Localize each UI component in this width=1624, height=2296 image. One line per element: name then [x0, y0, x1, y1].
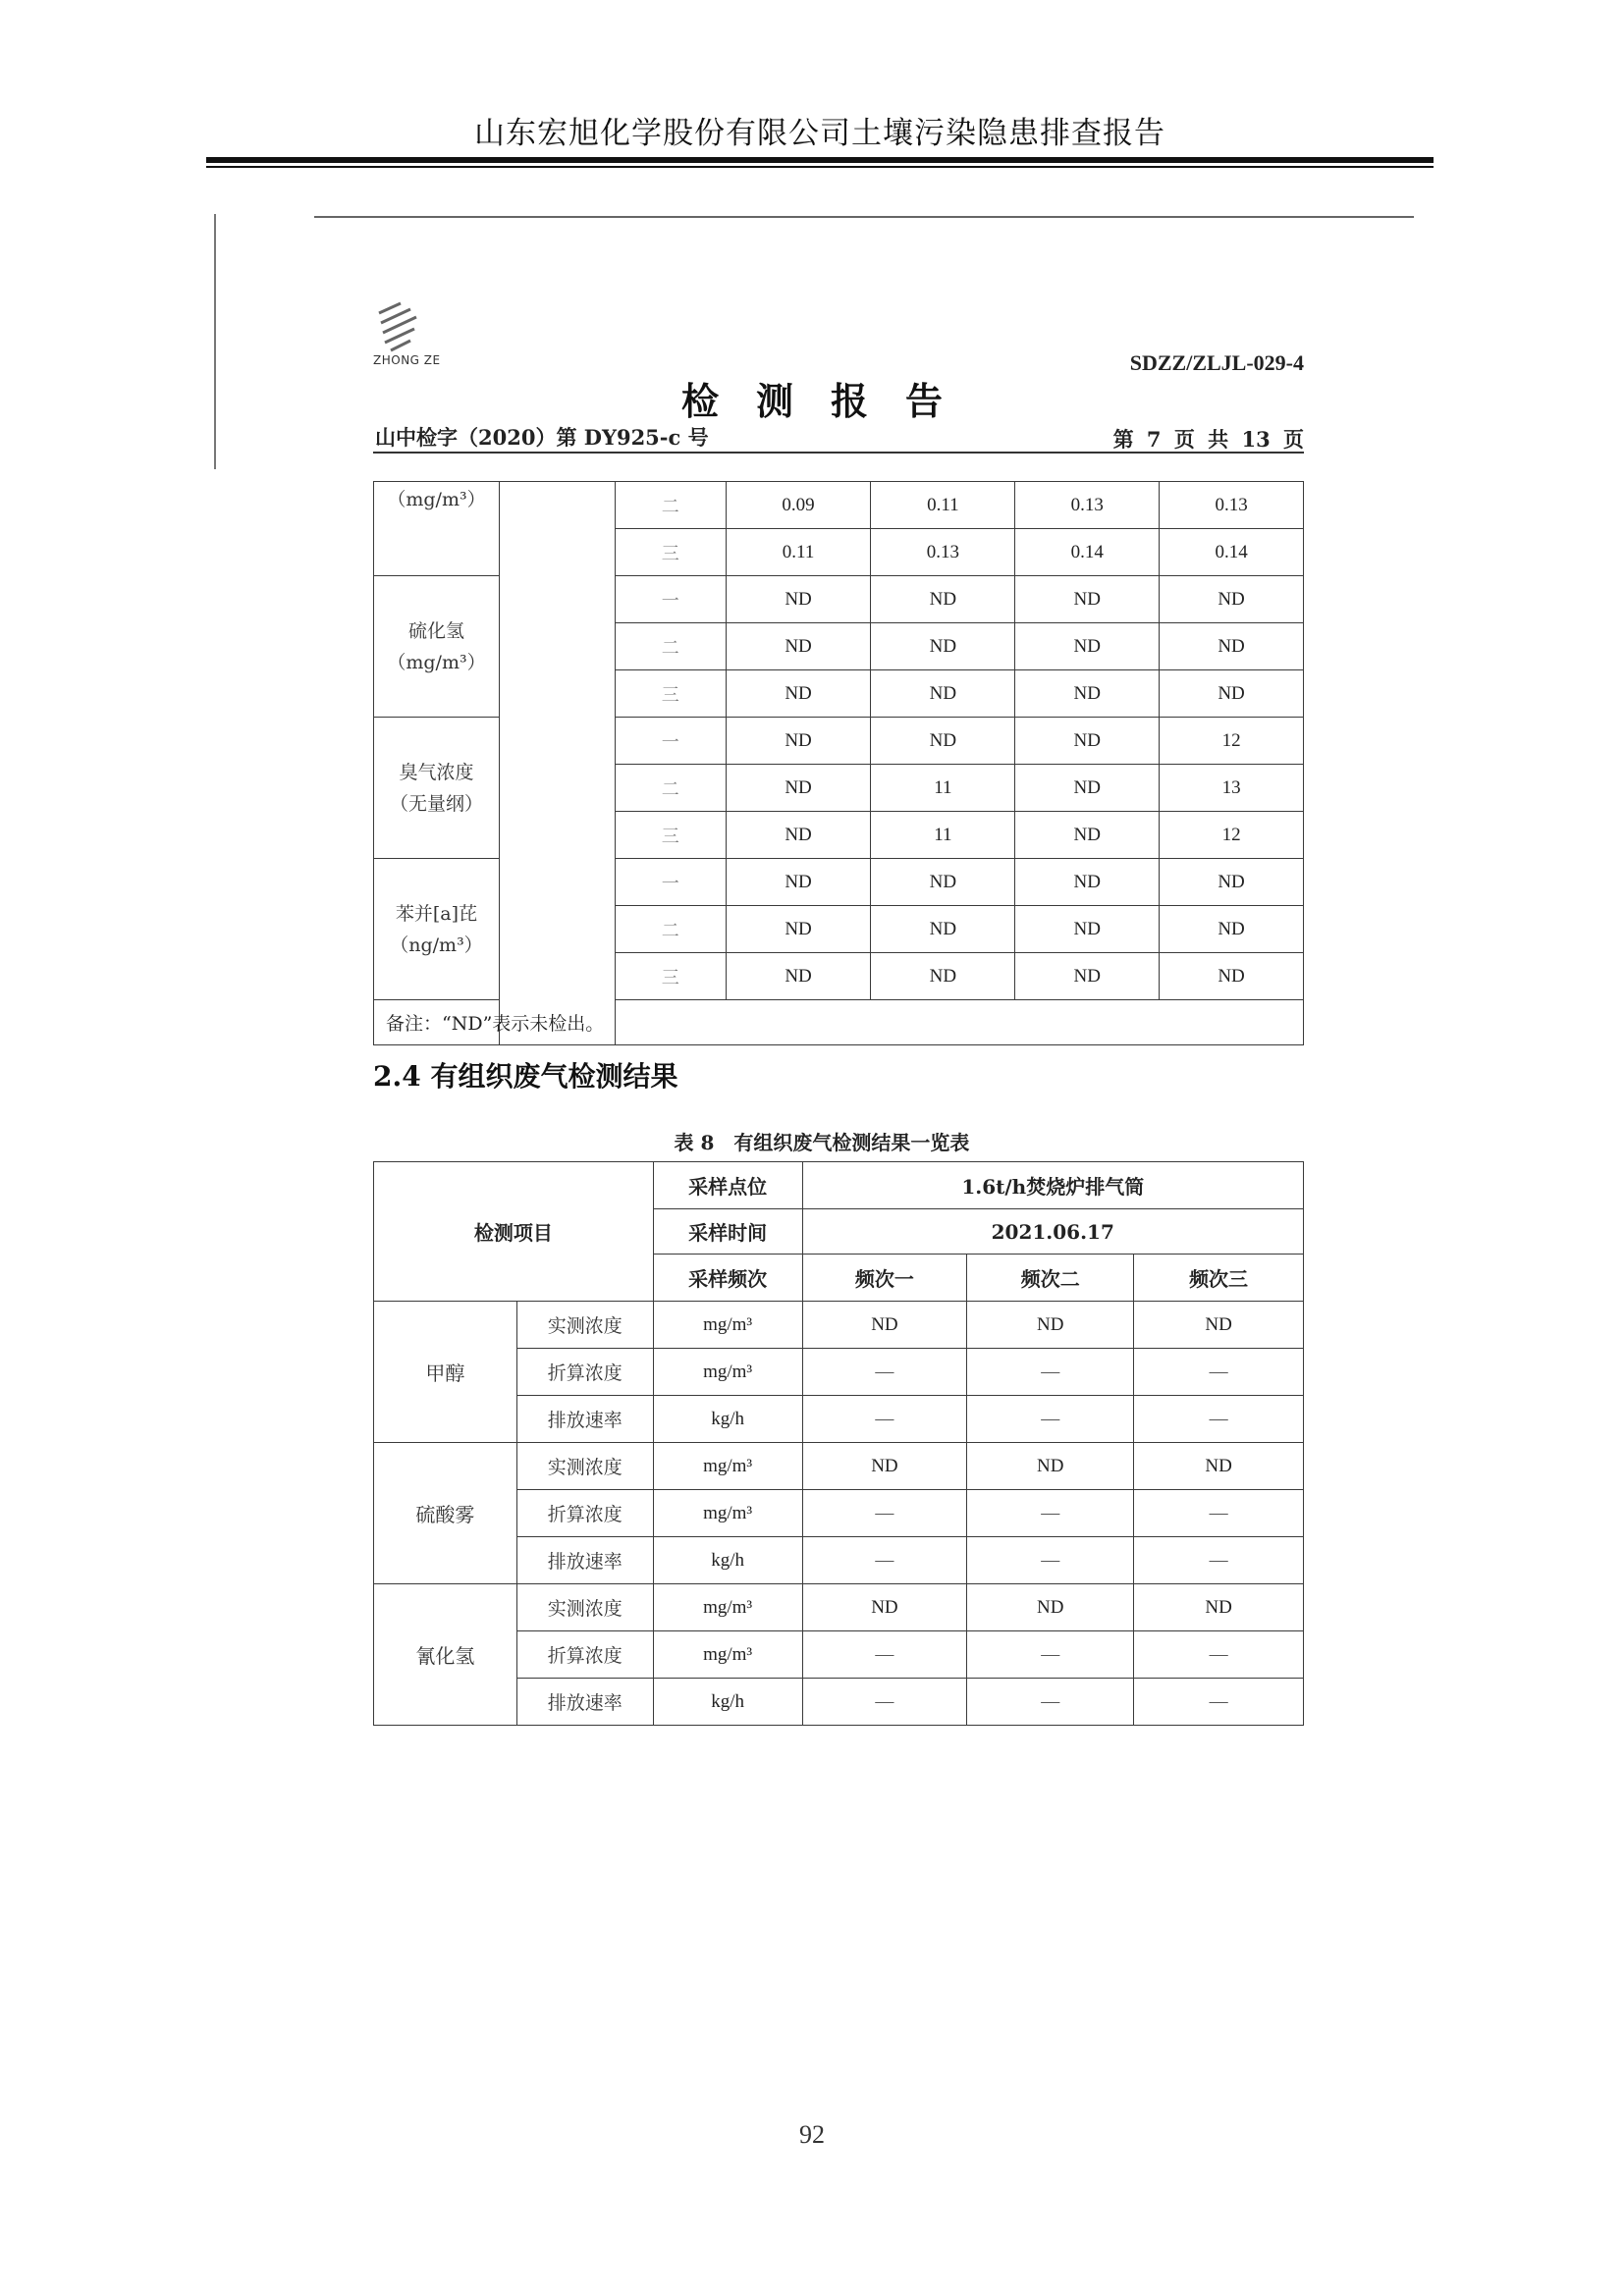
- value-cell: ND: [1015, 765, 1160, 812]
- header-freq: 频次二: [967, 1255, 1134, 1302]
- document-code: SDZZ/ZLJL-029-4: [1129, 350, 1304, 375]
- item-unit: （无量纲）: [389, 792, 483, 815]
- measure-type: 折算浓度: [516, 1349, 653, 1396]
- value-cell: ND: [967, 1443, 1134, 1490]
- unit-cell: mg/m³: [653, 1302, 802, 1349]
- value-cell: 12: [1160, 812, 1304, 859]
- header-freq: 频次一: [802, 1255, 967, 1302]
- freq-cell: 二: [615, 623, 726, 670]
- value-cell: ND: [1134, 1584, 1304, 1631]
- unit-cell: mg/m³: [653, 1584, 802, 1631]
- header-point-label: 采样点位: [653, 1162, 802, 1209]
- value-cell: ND: [871, 718, 1015, 765]
- value-cell: 12: [1160, 718, 1304, 765]
- value-cell: 11: [871, 812, 1015, 859]
- page-count: 第 7 页 共 13 页: [1112, 427, 1304, 452]
- freq-cell: 三: [615, 953, 726, 1000]
- value-cell: ND: [726, 812, 871, 859]
- value-cell: —: [802, 1490, 967, 1537]
- value-cell: 13: [1160, 765, 1304, 812]
- value-cell: ND: [1015, 576, 1160, 623]
- value-cell: ND: [726, 859, 871, 906]
- value-cell: ND: [726, 670, 871, 718]
- pollutant-name: 硫酸雾: [374, 1443, 517, 1584]
- value-cell: —: [1134, 1396, 1304, 1443]
- value-cell: 0.14: [1015, 529, 1160, 576]
- unit-cell: kg/h: [653, 1537, 802, 1584]
- header-point-value: 1.6t/h焚烧炉排气筒: [802, 1162, 1303, 1209]
- value-cell: 0.13: [871, 529, 1015, 576]
- value-cell: ND: [1015, 718, 1160, 765]
- value-cell: —: [967, 1349, 1134, 1396]
- header-rule-thin: [206, 166, 1434, 168]
- freq-cell: 二: [615, 482, 726, 529]
- pollutant-name: 甲醇: [374, 1302, 517, 1443]
- value-cell: ND: [1160, 670, 1304, 718]
- value-cell: ND: [871, 953, 1015, 1000]
- value-cell: —: [1134, 1631, 1304, 1679]
- value-cell: ND: [871, 623, 1015, 670]
- unit-cell: mg/m³: [653, 1631, 802, 1679]
- value-cell: 0.13: [1015, 482, 1160, 529]
- value-cell: —: [802, 1349, 967, 1396]
- item-cell: [374, 482, 500, 576]
- value-cell: ND: [1160, 859, 1304, 906]
- measure-type: 折算浓度: [516, 1490, 653, 1537]
- pollutant-name: 氰化氢: [374, 1584, 517, 1726]
- value-cell: ND: [871, 906, 1015, 953]
- item-name: 苯并[a]芘: [395, 902, 478, 925]
- value-cell: —: [802, 1396, 967, 1443]
- unit-cell: mg/m³: [653, 1490, 802, 1537]
- measure-type: 折算浓度: [516, 1631, 653, 1679]
- table-note: 备注：“ND”表示未检出。: [374, 1000, 1304, 1045]
- freq-cell: 一: [615, 718, 726, 765]
- value-cell: —: [802, 1679, 967, 1726]
- measure-type: 排放速率: [516, 1396, 653, 1443]
- value-cell: —: [967, 1537, 1134, 1584]
- unit-cell: mg/m³: [653, 1349, 802, 1396]
- item-unit: （ng/m³）: [390, 934, 483, 956]
- header-rule: [206, 157, 1434, 163]
- value-cell: ND: [1015, 670, 1160, 718]
- value-cell: ND: [726, 718, 871, 765]
- item-unit: （mg/m³）: [387, 489, 486, 510]
- value-cell: ND: [1015, 953, 1160, 1000]
- item-cell: [374, 576, 500, 718]
- page-header-title: 山东宏旭化学股份有限公司土壤污染隐患排查报告: [474, 116, 1165, 151]
- item-cell: [374, 859, 500, 1000]
- value-cell: 11: [871, 765, 1015, 812]
- header-time-value: 2021.06.17: [802, 1209, 1303, 1255]
- header-item-label: 检测项目: [374, 1162, 654, 1302]
- value-cell: ND: [967, 1302, 1134, 1349]
- emission-results-table-continued: [373, 481, 1304, 1045]
- value-cell: ND: [726, 623, 871, 670]
- item-cell: [374, 718, 500, 859]
- value-cell: —: [1134, 1537, 1304, 1584]
- freq-cell: 二: [615, 906, 726, 953]
- scan-edge-top: [314, 216, 1414, 218]
- measure-type: 实测浓度: [516, 1443, 653, 1490]
- value-cell: ND: [1015, 859, 1160, 906]
- freq-cell: 一: [615, 859, 726, 906]
- value-cell: ND: [802, 1584, 967, 1631]
- value-cell: ND: [1160, 576, 1304, 623]
- value-cell: 0.11: [871, 482, 1015, 529]
- value-cell: ND: [1160, 906, 1304, 953]
- value-cell: ND: [802, 1302, 967, 1349]
- measure-type: 实测浓度: [516, 1584, 653, 1631]
- value-cell: ND: [802, 1443, 967, 1490]
- page-number: 92: [799, 2120, 825, 2149]
- unit-cell: kg/h: [653, 1396, 802, 1443]
- freq-cell: 三: [615, 812, 726, 859]
- scan-edge-left: [214, 214, 216, 469]
- value-cell: —: [802, 1537, 967, 1584]
- value-cell: ND: [726, 953, 871, 1000]
- value-cell: —: [967, 1490, 1134, 1537]
- value-cell: ND: [1160, 623, 1304, 670]
- item-name: 臭气浓度: [399, 761, 474, 783]
- value-cell: ND: [871, 670, 1015, 718]
- value-cell: 0.14: [1160, 529, 1304, 576]
- measure-type: 排放速率: [516, 1679, 653, 1726]
- value-cell: ND: [1134, 1443, 1304, 1490]
- value-cell: ND: [871, 576, 1015, 623]
- unit-cell: mg/m³: [653, 1443, 802, 1490]
- header-freq-label: 采样频次: [653, 1255, 802, 1302]
- value-cell: ND: [1160, 953, 1304, 1000]
- table-caption: 表 8 有组织废气检测结果一览表: [674, 1131, 970, 1154]
- measure-type: 实测浓度: [516, 1302, 653, 1349]
- value-cell: ND: [1015, 906, 1160, 953]
- unit-cell: kg/h: [653, 1679, 802, 1726]
- header-time-label: 采样时间: [653, 1209, 802, 1255]
- freq-cell: 三: [615, 529, 726, 576]
- title-rule: [373, 452, 1304, 454]
- value-cell: ND: [1015, 812, 1160, 859]
- header-freq: 频次三: [1134, 1255, 1304, 1302]
- value-cell: ND: [871, 859, 1015, 906]
- item-unit: （mg/m³）: [387, 651, 486, 673]
- item-name: 硫化氢: [407, 619, 464, 642]
- value-cell: 0.11: [726, 529, 871, 576]
- value-cell: —: [967, 1679, 1134, 1726]
- report-number: 山中检字（2020）第 DY925-c 号: [375, 425, 709, 450]
- organized-emission-table: [373, 1161, 1304, 1726]
- value-cell: —: [967, 1396, 1134, 1443]
- value-cell: ND: [726, 906, 871, 953]
- blank-column-cell: [499, 482, 615, 1045]
- value-cell: ND: [967, 1584, 1134, 1631]
- value-cell: —: [1134, 1490, 1304, 1537]
- value-cell: —: [802, 1631, 967, 1679]
- section-title: 2.4 有组织废气检测结果: [373, 1060, 678, 1093]
- value-cell: ND: [726, 765, 871, 812]
- report-title: 检测报告: [680, 379, 980, 423]
- value-cell: —: [1134, 1679, 1304, 1726]
- freq-cell: 二: [615, 765, 726, 812]
- freq-cell: 一: [615, 576, 726, 623]
- value-cell: 0.13: [1160, 482, 1304, 529]
- logo-text: ZHONG ZE: [373, 353, 441, 367]
- value-cell: ND: [1134, 1302, 1304, 1349]
- value-cell: ND: [1015, 623, 1160, 670]
- measure-type: 排放速率: [516, 1537, 653, 1584]
- value-cell: —: [967, 1631, 1134, 1679]
- value-cell: —: [1134, 1349, 1304, 1396]
- value-cell: ND: [726, 576, 871, 623]
- value-cell: 0.09: [726, 482, 871, 529]
- freq-cell: 三: [615, 670, 726, 718]
